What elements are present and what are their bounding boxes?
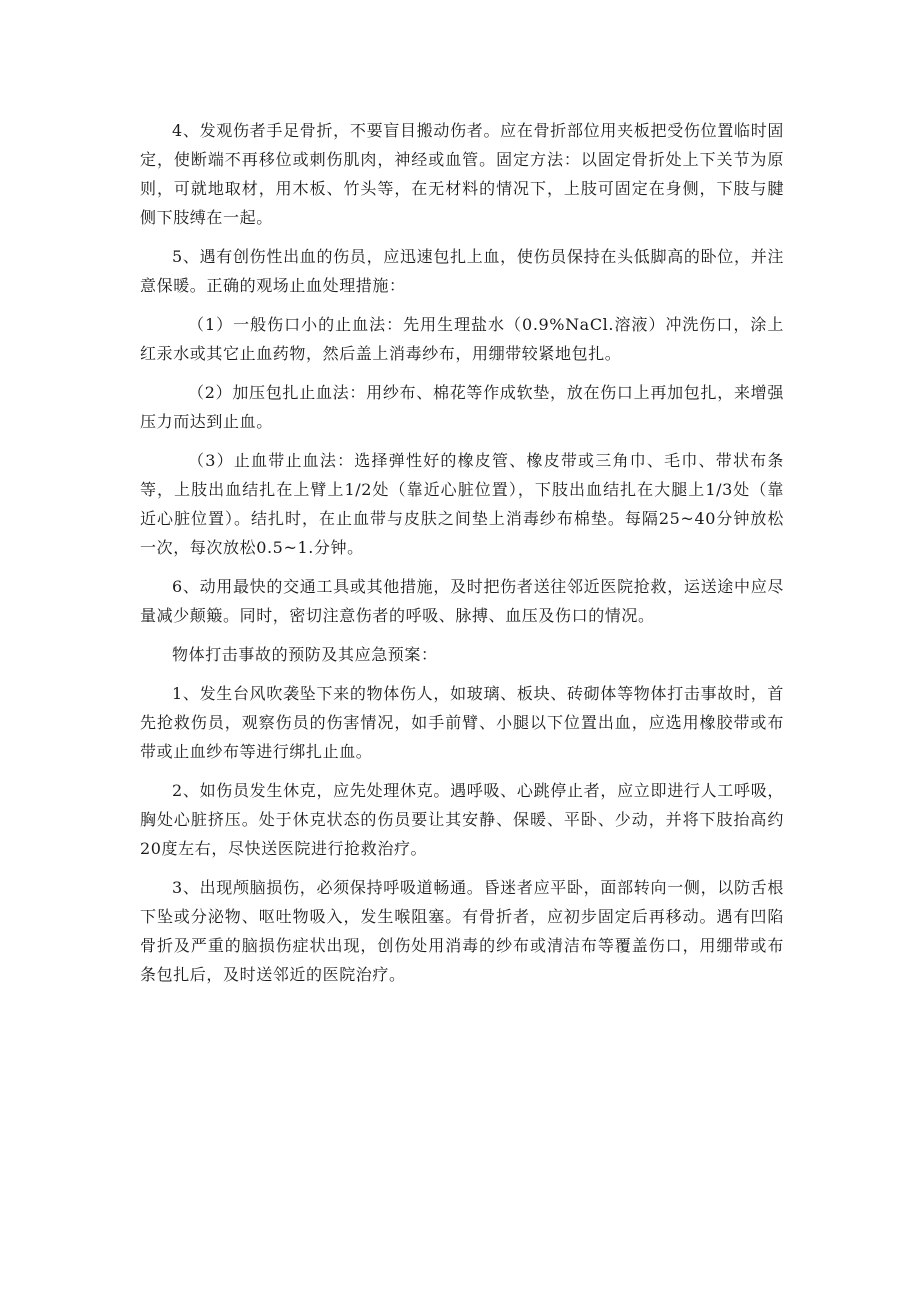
- section-heading-object-strike: 物体打击事故的预防及其应急预案：: [172, 645, 438, 664]
- paragraph-tourniquet: （3）止血带止血法：选择弹性好的橡皮管、橡皮带或三角巾、毛巾、带状布条等，上肢出血结扎在上臂上1/2处（靠近心脏位置），下肢出血结扎在大腿上1/3处（靠近心脏位置）。结扎时，在止血带与皮肤之间垫上消毒纱布棉垫。每隔25~40分钟放松一次，每次放松0.5~1.分钟。: [140, 451, 784, 557]
- paragraph-head-injury: 3、出现颅脑损伤，必须保持呼吸道畅通。昏迷者应平卧，面部转向一侧，以防舌根下坠或分泌物、呕吐物吸入，发生喉阻塞。有骨折者，应初步固定后再移动。遇有凹陷骨折及严重的脑损伤症状出现，创伤处用消毒的纱布或清洁布等覆盖伤口，用绷带或布条包扎后，及时送邻近的医院治疗。: [140, 878, 784, 984]
- document-body: [140, 116, 784, 999]
- paragraph-bleeding: 5、遇有创伤性出血的伤员，应迅速包扎上血，使伤员保持在头低脚高的卧位，并注意保暖。正确的观场止血处理措施：: [140, 247, 784, 295]
- paragraph-shock: 2、如伤员发生休克，应先处理休克。遇呼吸、心跳停止者，应立即进行人工呼吸，胸处心脏挤压。处于休克状态的伤员要让其安静、保暖、平卧、少动，并将下肢抬高约20度左右，尽快送医院进行抢救治疗。: [140, 781, 784, 858]
- paragraph-fracture: 4、发观伤者手足骨折，不要盲目搬动伤者。应在骨折部位用夹板把受伤位置临时固定，使断端不再移位或刺伤肌肉，神经或血管。固定方法：以固定骨折处上下关节为原则，可就地取材，用木板、竹头等，在无材料的情况下，上肢可固定在身侧，下肢与腱侧下肢缚在一起。: [140, 121, 784, 227]
- paragraph-typhoon-objects: 1、发生台风吹袭坠下来的物体伤人，如玻璃、板块、砖砌体等物体打击事故时，首先抢救伤员，观察伤员的伤害情况，如手前臂、小腿以下位置出血，应选用橡胶带或布带或止血纱布等进行绑扎止血。: [140, 684, 784, 761]
- paragraph-transport: 6、动用最快的交通工具或其他措施，及时把伤者送往邻近医院抢救，运送途中应尽量减少颠簸。同时，密切注意伤者的呼吸、脉搏、血压及伤口的情况。: [140, 577, 784, 625]
- paragraph-pressure-bandage: （2）加压包扎止血法：用纱布、棉花等作成软垫，放在伤口上再加包扎，来增强压力而达到止血。: [140, 383, 784, 431]
- paragraph-small-wound: （1）一般伤口小的止血法：先用生理盐水（0.9%NaCl.溶液）冲洗伤口，涂上红汞水或其它止血药物，然后盖上消毒纱布，用绷带较紧地包扎。: [140, 315, 784, 363]
